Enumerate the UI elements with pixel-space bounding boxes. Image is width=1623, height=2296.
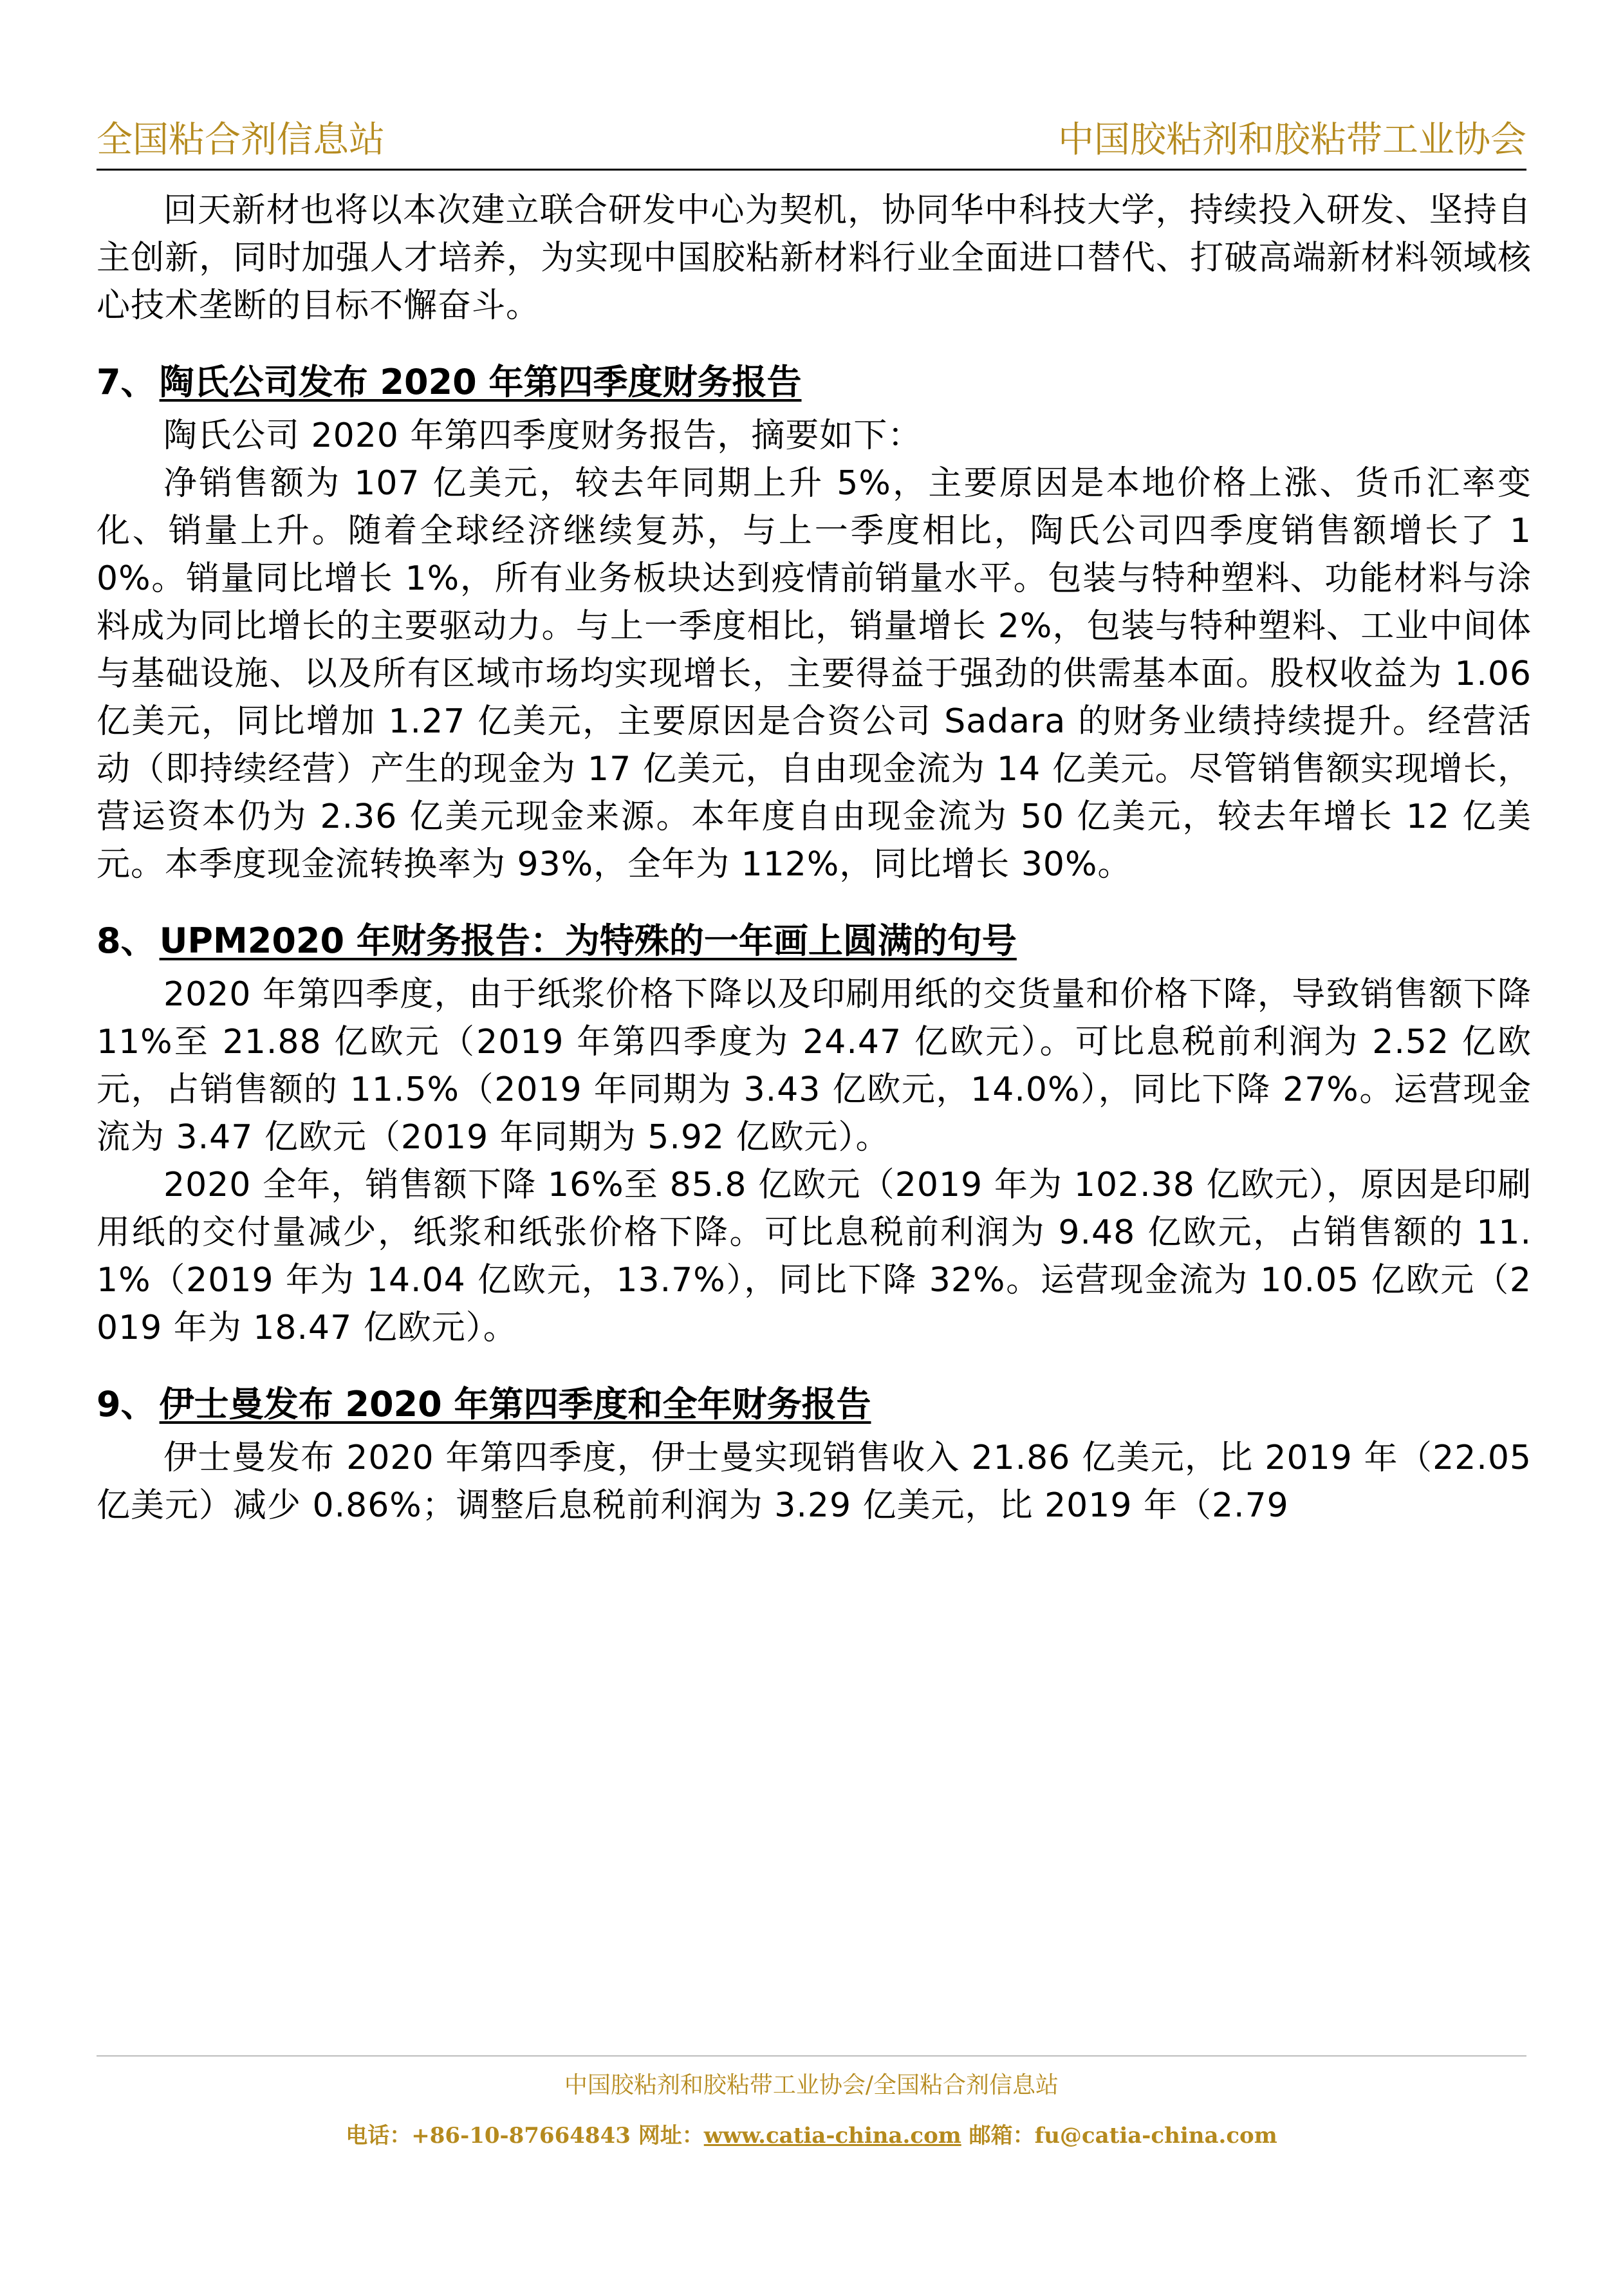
section-title: 陶氏公司发布 2020 年第四季度财务报告: [159, 362, 802, 402]
section-number: 9、: [97, 1384, 156, 1424]
section-heading-9: [97, 1379, 1532, 1430]
section-number: 7、: [97, 362, 156, 402]
section-title: 伊士曼发布 2020 年第四季度和全年财务报告: [159, 1384, 871, 1424]
section-title: UPM2020 年财务报告：为特殊的一年画上圆满的句号: [159, 920, 1017, 961]
phone-label: 电话：: [346, 2123, 412, 2149]
section-7-paragraph-1: 陶氏公司 2020 年第四季度财务报告，摘要如下：: [163, 416, 922, 455]
footer-divider: [97, 2055, 1526, 2057]
section-9-paragraph-1: 伊士曼发布 2020 年第四季度，伊士曼实现销售收入 21.86 亿美元，比 2019 年（22.05 亿美元）减少 0.86%；调整后息税前利润为 3.29 亿美元，比 2019 年（2.79: [97, 1439, 1532, 1525]
article-body: [97, 187, 1532, 1529]
email-address[interactable]: fu@catia-china.com: [1034, 2123, 1277, 2149]
page-header: [97, 115, 1526, 166]
header-divider: [97, 169, 1526, 171]
header-site-name: 全国粘合剂信息站: [97, 119, 385, 161]
footer-org-line: 中国胶粘剂和胶粘带工业协会/全国粘合剂信息站: [564, 2072, 1059, 2098]
section-7-paragraph-2: 净销售额为 107 亿美元，较去年同期上升 5%，主要原因是本地价格上涨、货币汇率变化、销量上升。随着全球经济继续复苏，与上一季度相比，陶氏公司四季度销售额增长了 10%。销量同比增长 1%，所有业务板块达到疫情前销量水平。包装与特种塑料、功能材料与涂料成为同比增长的主要驱动力。与上一季度相比，销量增长 2%，包装与特种塑料、工业中间体与基础设施、以及所有区域市场均实现增长，主要得益于强劲的供需基本面。股权收益为 1.06 亿美元，同比增加 1.27 亿美元，主要原因是合资公司 Sadara 的财务业绩持续提升。经营活动（即持续经营）产生的现金为 17 亿美元，自由现金流为 14 亿美元。尽管销售额实现增长，营运资本仍为 2.36 亿美元现金来源。本年度自由现金流为 50 亿美元，较去年增长 12 亿美元。本季度现金流转换率为 93%，全年为 112%，同比增长 30%。: [97, 464, 1532, 884]
section-number: 8、: [97, 920, 156, 961]
website-label: 网址：: [638, 2123, 704, 2149]
section-heading-7: [97, 357, 1532, 408]
footer-contact-line: [0, 2119, 1623, 2152]
email-label: 邮箱：: [969, 2123, 1035, 2149]
section-heading-8: [97, 915, 1532, 967]
phone-number: +86-10-87664843: [411, 2123, 631, 2149]
section-8-paragraph-2: 2020 全年，销售额下降 16%至 85.8 亿欧元（2019 年为 102.38 亿欧元），原因是印刷用纸的交付量减少，纸浆和纸张价格下降。可比息税前利润为 9.48 亿欧元，占销售额的 11.1%（2019 年为 14.04 亿欧元，13.7%），同比下降 32%。运营现金流为 10.05 亿欧元（2019 年为 18.47 亿欧元）。: [97, 1166, 1532, 1347]
header-association-name: 中国胶粘剂和胶粘带工业协会: [1058, 119, 1526, 161]
website-link[interactable]: www.catia-china.com: [703, 2123, 961, 2149]
intro-paragraph: 回天新材也将以本次建立联合研发中心为契机，协同华中科技大学，持续投入研发、坚持自主创新，同时加强人才培养，为实现中国胶粘新材料行业全面进口替代、打破高端新材料领域核心技术垄断的目标不懈奋斗。: [97, 191, 1532, 325]
section-8-paragraph-1: 2020 年第四季度，由于纸浆价格下降以及印刷用纸的交货量和价格下降，导致销售额下降 11%至 21.88 亿欧元（2019 年第四季度为 24.47 亿欧元）。可比息税前利润为 2.52 亿欧元，占销售额的 11.5%（2019 年同期为 3.43 亿欧元，14.0%），同比下降 27%。运营现金流为 3.47 亿欧元（2019 年同期为 5.92 亿欧元）。: [97, 975, 1532, 1157]
